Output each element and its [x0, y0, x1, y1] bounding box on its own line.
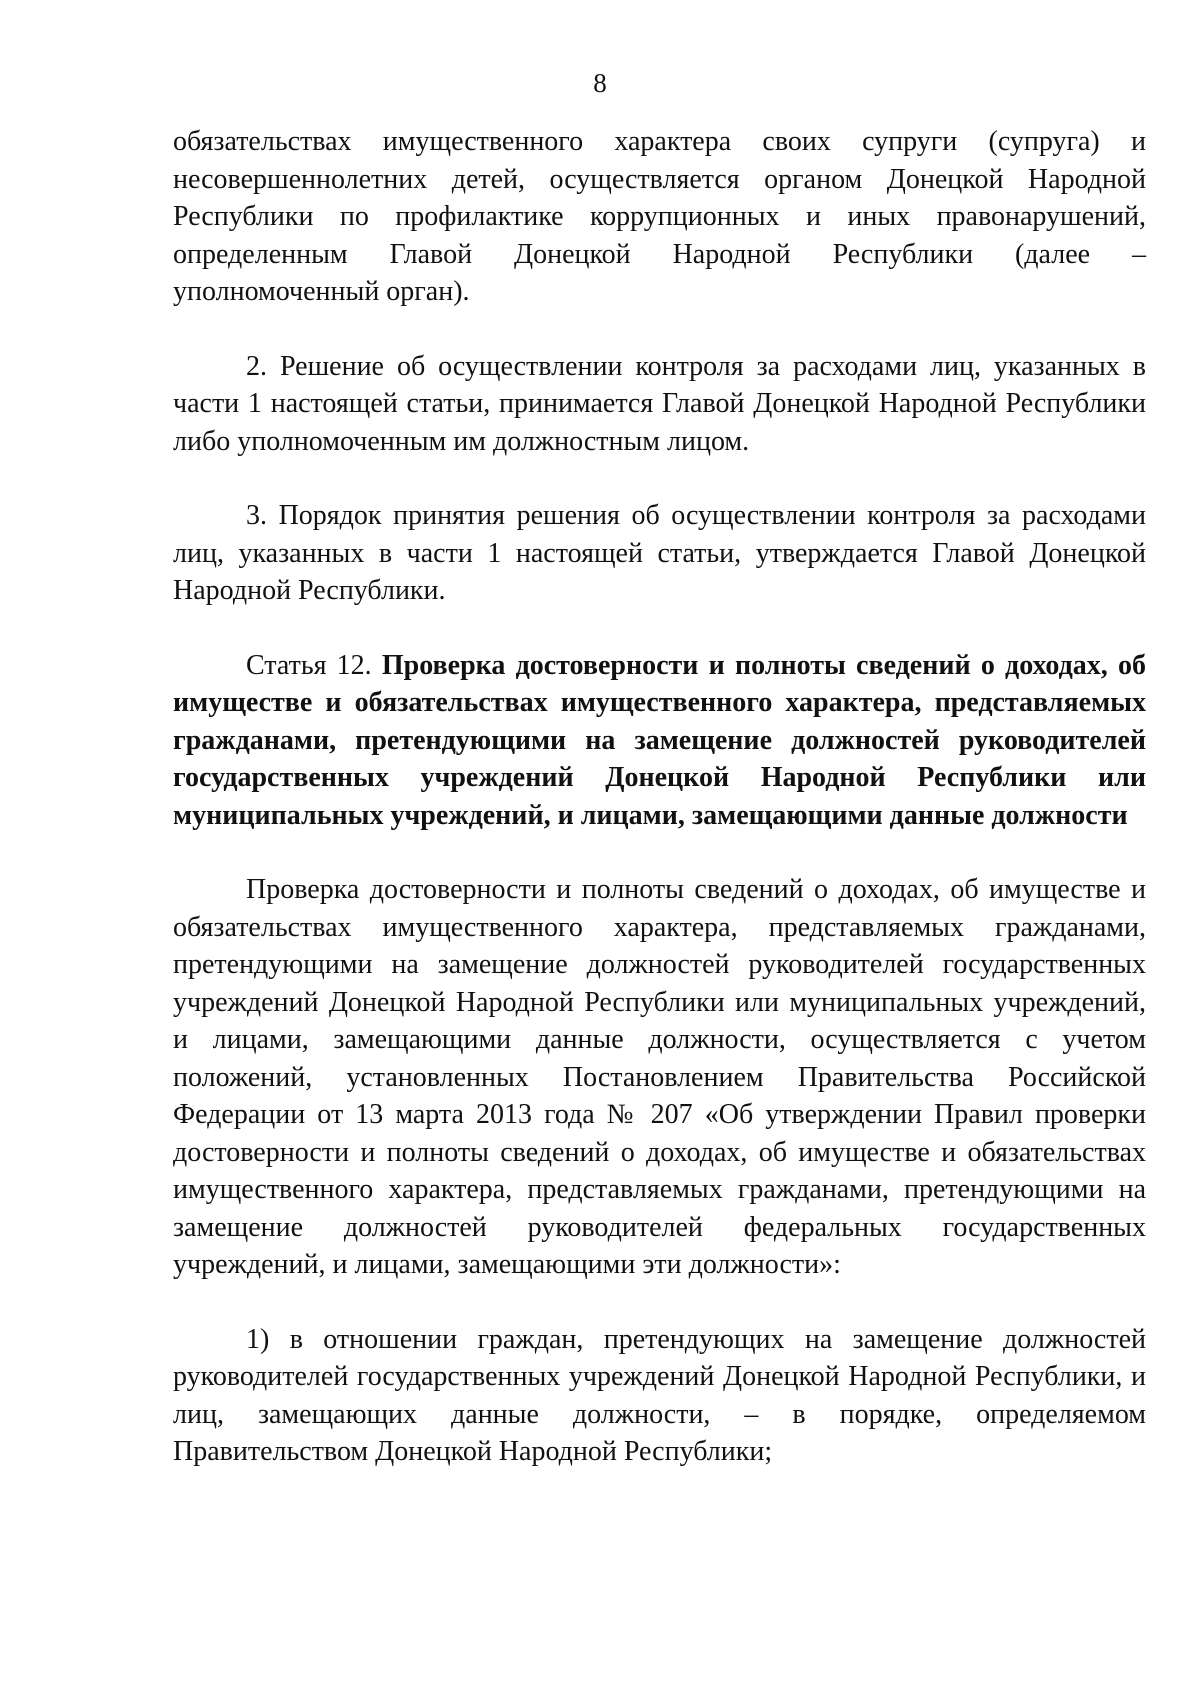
paragraph-3: 3. Порядок принятия решения об осуществлении контроля за расходами лиц, указанных в части 1 настоящей статьи, утверждается Главой Донецкой Народной Республики.	[173, 500, 1146, 606]
article-12-paragraph: Проверка достоверности и полноты сведений о доходах, об имуществе и обязательствах имущественного характера, представляемых гражданами, претендующими на замещение должностей руководителей государственных учреждений Донецкой Народной Республики или муниципальных учреждений, и лицами, замещающими данные должности, осуществляется с учетом положений, установленных Постановлением Правительства Российской Федерации от 13 марта 2013 года № 207 «Об утверждении Правил проверки достоверности и полноты сведений о доходах, об имуществе и обязательствах имущественного характера, представляемых гражданами, претендующими на замещение должностей руководителей федеральных государственных учреждений, и лицами, замещающими эти должности»:	[173, 874, 1146, 1280]
article-12-heading	[173, 647, 1146, 835]
page-number: 8	[593, 68, 607, 98]
article-title: Проверка достоверности и полноты сведений о доходах, об имуществе и обязательствах имущественного характера, представляемых гражданами, претендующими на замещение должностей руководителей государственных учреждений Донецкой Народной Республики или муниципальных учреждений, и лицами, замещающими данные должности	[173, 649, 1146, 831]
article-12-item-1: 1) в отношении граждан, претендующих на замещение должностей руководителей государственных учреждений Донецкой Народной Республики, и лиц, замещающих данные должности, – в порядке, определяемом Правительством Донецкой Народной Республики;	[173, 1323, 1146, 1467]
document-body	[173, 123, 1146, 1471]
paragraph-2: 2. Решение об осуществлении контроля за расходами лиц, указанных в части 1 настоящей статьи, принимается Главой Донецкой Народной Республики либо уполномоченным им должностным лицом.	[173, 350, 1146, 457]
article-label: Статья 12.	[246, 649, 382, 681]
paragraph-continuation: обязательствах имущественного характера своих супруги (супруга) и несовершеннолетних детей, осуществляется органом Донецкой Народной Республики по профилактике коррупционных и иных правонарушений, определенным Главой Донецкой Народной Республики (далее – уполномоченный орган).	[173, 126, 1146, 307]
